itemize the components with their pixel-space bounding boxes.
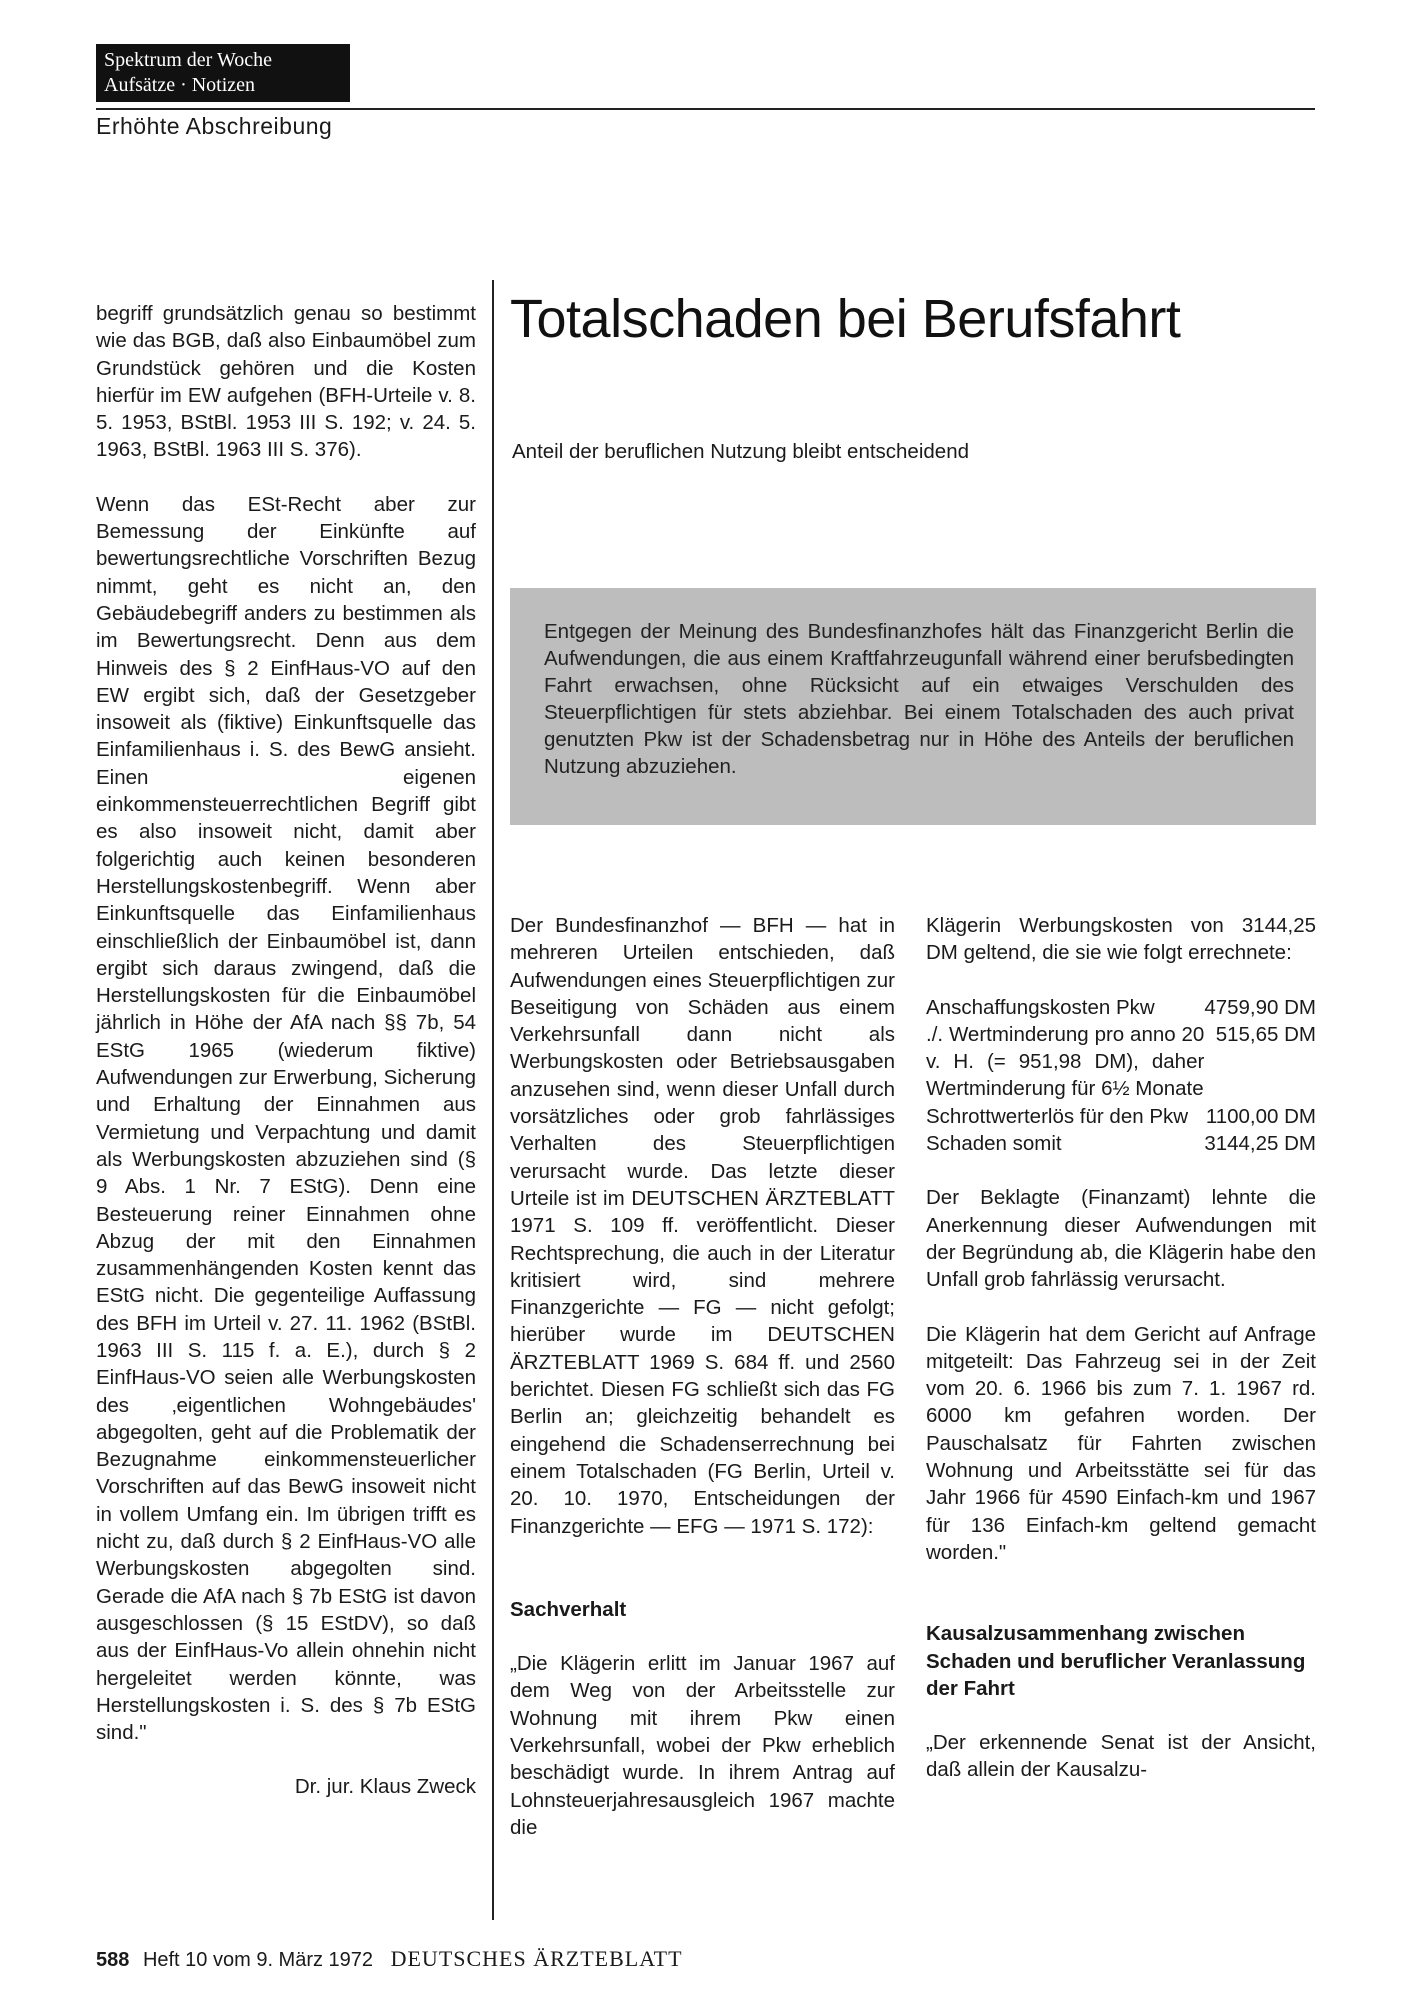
middle-column — [510, 912, 895, 1841]
page-footer — [96, 1946, 683, 1972]
badge-line-1: Spektrum der Woche — [104, 49, 272, 71]
article-headline: Totalschaden bei Berufsfahrt — [510, 289, 1181, 349]
calc-label: Schaden somit — [926, 1132, 1062, 1156]
journal-name: DEUTSCHES ÄRZTEBLATT — [390, 1946, 683, 1971]
calc-label: ./. Wertminderung pro anno 20 v. H. (= 951,98 DM), daher Wertminderung für 6½ Monate — [926, 1022, 1205, 1101]
calc-row — [926, 1130, 1316, 1157]
calc-label: Schrottwerterlös für den Pkw — [926, 1104, 1189, 1128]
right-paragraph-2: Der Beklagte (Finanzamt) lehnte die Anerkennung dieser Aufwendungen mit der Begründung ab, die Klägerin habe den Unfall grob fahrlässig verursacht. — [926, 1186, 1316, 1292]
left-paragraph-2: Wenn das ESt-Recht aber zur Bemessung der Einkünfte auf bewertungsrechtliche Vorschriften Bezug nimmt, geht es nicht an, den Gebäudebegriff anders zu bestimmen als im Bewertungsrecht. Denn aus dem Hinweis des § 2 EinfHaus-VO auf den EW ergibt sich, daß der Gesetzgeber insoweit als (fiktive) Einkunftsquelle das Einfamilienhaus i. S. des BewG ansieht. Einen eigenen einkommensteuerrechtlichen Begriff gibt es also insoweit nicht, damit aber folgerichtig auch keinen besonderen Herstellungskostenbegriff. Wenn aber Einkunftsquelle das Einfamilienhaus einschließlich der Einbaumöbel ist, dann ergibt sich daraus zwingend, daß die Herstellungskosten für die Einbaumöbel jährlich in Höhe der AfA nach §§ 7b, 54 EStG 1965 (wiederum fiktive) Aufwendungen zur Erwerbung, Sicherung und Erhaltung der Einnahmen aus Vermietung und Verpachtung und damit als Werbungskosten abzuziehen sind (§ 9 Abs. 1 Nr. 7 EStG). Denn eine Besteuerung reiner Einnahmen ohne Abzug der mit den Einnahmen zusammenhängenden Kosten kennt das EStG nicht. Die gegenteilige Auffassung des BFH im Urteil v. 27. 11. 1962 (BStBl. 1963 III S. 115 f. a. E.), durch § 2 EinfHaus-VO seien alle Werbungskosten des ‚eigentlichen Wohngebäudes' abgegolten, geht auf die Problematik der Bezugnahme einkommensteuerlicher Vorschriften auf das BewG insoweit nicht in vollem Umfang ein. Im übrigen trifft es nicht zu, daß durch § 2 EinfHaus-VO alle Werbungskosten abgegolten sind. Gerade die AfA nach § 7b EStG ist davon ausgeschlossen (§ 15 EStDV), so daß aus der EinfHaus-Vo allein ohnehin nicht hergeleitet werden könnte, was Herstellungskosten i. S. des § 7b EStG sind." — [96, 492, 476, 1745]
calc-label: Anschaffungskosten Pkw — [926, 995, 1155, 1019]
calc-row — [926, 1021, 1316, 1103]
calc-value: 4759,90 DM — [1204, 995, 1316, 1019]
calc-value: 1100,00 DM — [1205, 1104, 1316, 1128]
calc-row — [926, 994, 1316, 1021]
left-column — [96, 300, 476, 1801]
left-paragraph-1: begriff grundsätzlich genau so bestimmt wie das BGB, daß also Einbaumöbel zum Grundstück gehören und die Kosten hierfür im EW aufgehen (BFH-Urteile v. 8. 5. 1953, BStBl. 1953 III S. 192; v. 24. 5. 1963, BStBl. 1963 III S. 376). — [96, 302, 476, 462]
subheading-kausalzusammenhang: Kausalzusammenhang zwischen Schaden und beruflicher Veranlassung der Fahrt — [926, 1622, 1306, 1700]
column-divider — [492, 280, 494, 1920]
right-column — [926, 912, 1316, 1784]
middle-paragraph-1: Der Bundesfinanzhof — BFH — hat in mehreren Urteilen entschieden, daß Aufwendungen eines Steuerpflichtigen zur Beseitigung von Schäden aus einem Verkehrsunfall dann nicht als Werbungskosten oder Betriebsausgaben anzusehen sind, wenn dieser Unfall durch vorsätzliches oder grob fahrlässiges Verhalten des Steuerpflichtigen verursacht wurde. Das letzte dieser Urteile ist im DEUTSCHEN ÄRZTEBLATT 1971 S. 109 ff. veröffentlicht. Dieser Rechtsprechung, die auch in der Literatur kritisiert wird, sind mehrere Finanzgerichte — FG — nicht gefolgt; hierüber wurde im DEUTSCHEN ÄRZTEBLATT 1969 S. 684 ff. und 2560 berichtet. Diesen FG schließt sich das FG Berlin an; gleichzeitig behandelt es eingehend die Schadenserrechnung bei einem Totalschaden (FG Berlin, Urteil v. 20. 10. 1970, Entscheidungen der Finanzgerichte — EFG — 1971 S. 172): — [510, 914, 895, 1538]
calc-value: 3144,25 DM — [1204, 1132, 1316, 1156]
right-paragraph-4: „Der erkennende Senat ist der Ansicht, daß allein der Kausalzu- — [926, 1731, 1316, 1782]
article-subheadline: Anteil der beruflichen Nutzung bleibt entscheidend — [512, 440, 969, 463]
right-paragraph-1: Klägerin Werbungskosten von 3144,25 DM geltend, die sie wie folgt errechnete: — [926, 914, 1316, 965]
page-number: 588 — [96, 1949, 130, 1971]
author-signature: Dr. jur. Klaus Zweck — [294, 1775, 476, 1799]
section-title: Erhöhte Abschreibung — [96, 113, 333, 139]
badge-line-2: Aufsätze · Notizen — [104, 74, 256, 96]
issue-info: Heft 10 vom 9. März 1972 — [142, 1949, 374, 1971]
calc-row — [926, 1103, 1316, 1130]
damage-calculation-table — [926, 994, 1316, 1158]
middle-paragraph-2: „Die Klägerin erlitt im Januar 1967 auf dem Weg von der Arbeitsstelle zur Wohnung mit ihrem Pkw einen Verkehrsunfall, wobei der Pkw erheblich beschädigt wurde. In ihrem Antrag auf Lohnsteuerjahresausgleich 1967 machte die — [510, 1652, 895, 1839]
right-paragraph-3: Die Klägerin hat dem Gericht auf Anfrage mitgeteilt: Das Fahrzeug sei in der Zeit vom 20. 6. 1966 bis zum 7. 1. 1967 rd. 6000 km gefahren worden. Der Pauschalsatz für Fahrten zwischen Wohnung und Arbeitsstätte sei für das Jahr 1966 für 4590 Einfach-km und 1967 für 136 Einfach-km geltend gemacht worden." — [926, 1322, 1316, 1564]
section-badge — [96, 44, 350, 102]
calc-value: 515,65 DM — [1215, 1022, 1316, 1046]
article-lead-box: Entgegen der Meinung des Bundesfinanzhofes hält das Finanzgericht Berlin die Aufwendungen, die aus einem Kraftfahrzeugunfall während einer berufsbedingten Fahrt erwachsen, ohne Rücksicht auf ein etwaiges Verschulden des Steuerpflichtigen für stets abziehbar. Bei einem Totalschaden des auch privat genutzten Pkw ist der Schadensbetrag nur in Höhe des Anteils der beruflichen Nutzung abzuziehen. — [510, 588, 1316, 825]
subheading-sachverhalt: Sachverhalt — [510, 1597, 627, 1621]
header-rule — [96, 108, 1315, 110]
